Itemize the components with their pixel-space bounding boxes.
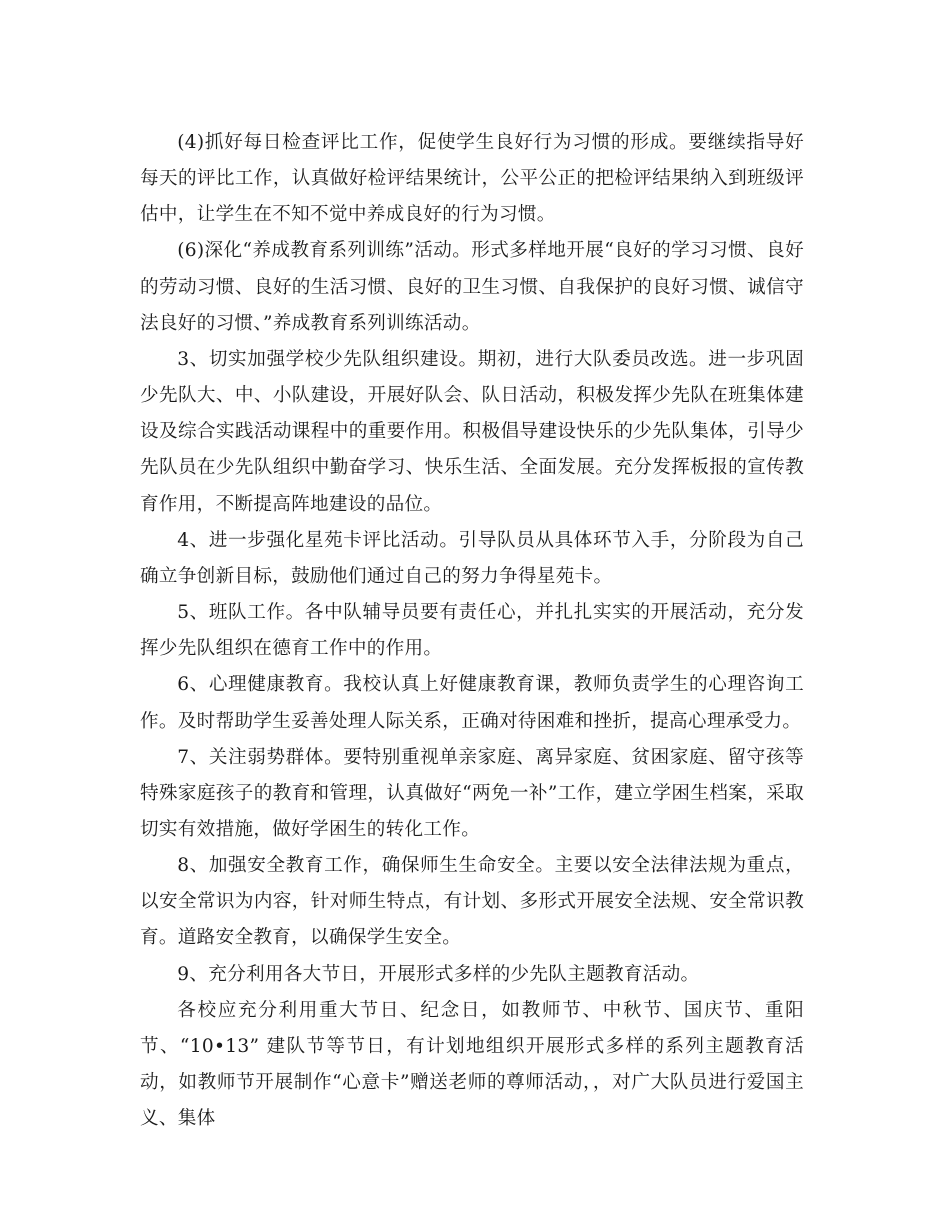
paragraph-festival-activities: 9、充分利用各大节日，开展形式多样的少先队主题教育活动。 (177, 963, 700, 985)
paragraph-habit-inspection: (4)抓好每日检查评比工作，促使学生良好行为习惯的形成。要继续指导好每天的评比工作，认真做好检评结果统计，公平公正的把检评结果纳入到班级评估中，让学生在不知不觉中养成良好的行为习惯。 (140, 132, 804, 226)
paragraph-safety-education: 8、加强安全教育工作，确保师生生命安全。主要以安全法律法规为重点，以安全常识为内容，针对师生特点，有计划、多形式开展安全法规、安全常识教育。道路安全教育，以确保学生安全。 (140, 855, 804, 949)
paragraph-habit-training: (6)深化“养成教育系列训练”活动。形式多样地开展“良好的学习习惯、良好的劳动习惯、良好的生活习惯、良好的卫生习惯、自我保护的良好习惯、诚信守法良好的习惯、”养成教育系列训练活动。 (140, 240, 804, 334)
paragraph-star-card: 4、进一步强化星苑卡评比活动。引导队员从具体环节入手，分阶段为自己确立争创新目标，鼓励他们通过自己的努力争得星苑卡。 (140, 529, 804, 587)
paragraph-mental-health: 6、心理健康教育。我校认真上好健康教育课，教师负责学生的心理咨询工作。及时帮助学生妥善处理人际关系，正确对待困难和挫折，提高心理承受力。 (140, 674, 804, 732)
paragraph-young-pioneers-organization: 3、切实加强学校少先队组织建设。期初，进行大队委员改选。进一步巩固少先队大、中、小队建设，开展好队会、队日活动，积极发挥少先队在班集体建设及综合实践活动课程中的重要作用。积极倡导建设快乐的少先队集体，引导少先队员在少先队组织中勤奋学习、快乐生活、全面发展。充分发挥板报的宣传教育作用，不断提高阵地建设的品位。 (140, 348, 804, 515)
document-page (140, 125, 804, 1137)
paragraph-vulnerable-groups: 7、关注弱势群体。要特别重视单亲家庭、离异家庭、贫困家庭、留守孩等特殊家庭孩子的教育和管理，认真做好“两免一补”工作，建立学困生档案，采取切实有效措施，做好学困生的转化工作。 (140, 746, 804, 840)
paragraph-class-work: 5、班队工作。各中队辅导员要有责任心，并扎扎实实的开展活动，充分发挥少先队组织在德育工作中的作用。 (140, 602, 804, 660)
paragraph-festival-details: 各校应充分利用重大节日、纪念日，如教师节、中秋节、国庆节、重阳节、“10•13” 建队节等节日，有计划地组织开展形式多样的系列主题教育活动，如教师节开展制作“心意卡”赠送老师的尊师活动，，对广大队员进行爱国主义、集体 (140, 999, 804, 1130)
